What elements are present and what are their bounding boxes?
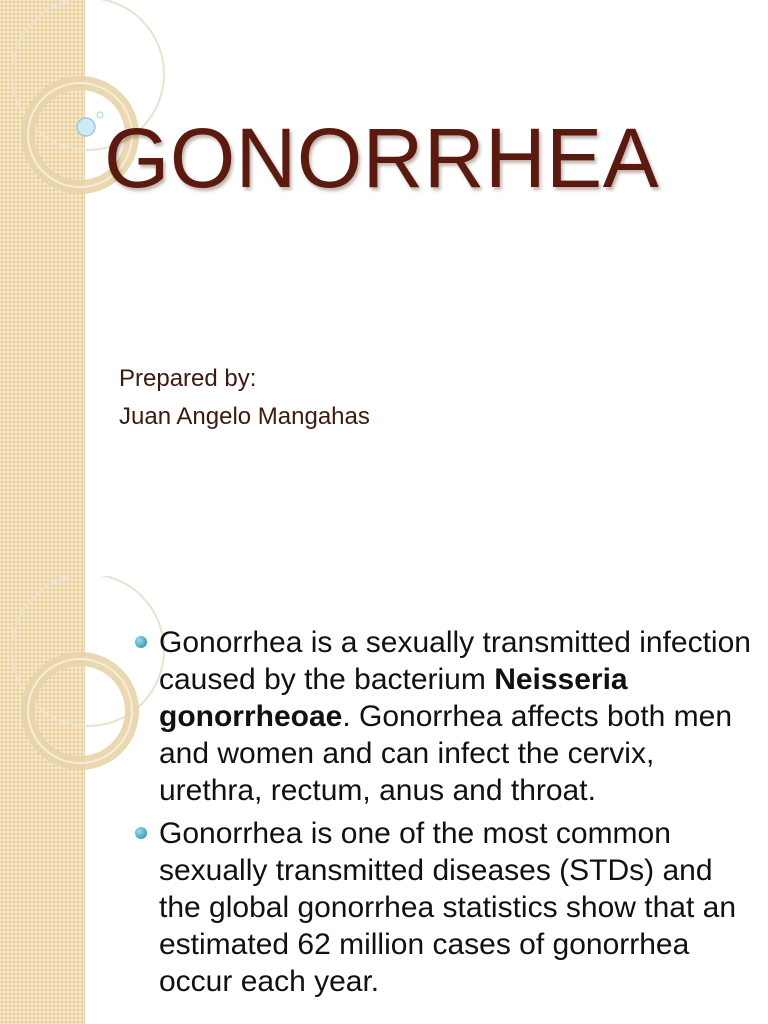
content-slide: [0, 576, 768, 1024]
bullet-text: Gonorrhea is a sexually transmitted infection caused by the bacterium: [159, 626, 751, 696]
bullet-text: . Gonorrhea affects both men and women and can infect the cervix, urethra, rectum, anus and throat.: [159, 700, 733, 807]
subtitle-block: [119, 360, 370, 436]
bullet-list: [130, 624, 760, 1006]
prepared-by-label: Prepared by:: [119, 365, 257, 392]
bullet-item: [130, 815, 760, 1000]
bullet-dot-icon: [135, 827, 147, 839]
bullet-dot-icon: [135, 636, 147, 648]
bacterium-name: Neisseria gonorrheoae: [159, 663, 628, 733]
author-name: Juan Angelo Mangahas: [119, 403, 370, 430]
decorative-ring-icon: [0, 576, 140, 796]
bubble-icon: [77, 118, 95, 136]
slide-title: GONORRHEA: [104, 111, 660, 205]
bullet-item: [130, 624, 760, 809]
bullet-text: Gonorrhea is one of the most common sexually transmitted diseases (STDs) and the global gonorrhea statistics show that an estimated 62 million cases of gonorrhea occur each year.: [159, 817, 737, 998]
